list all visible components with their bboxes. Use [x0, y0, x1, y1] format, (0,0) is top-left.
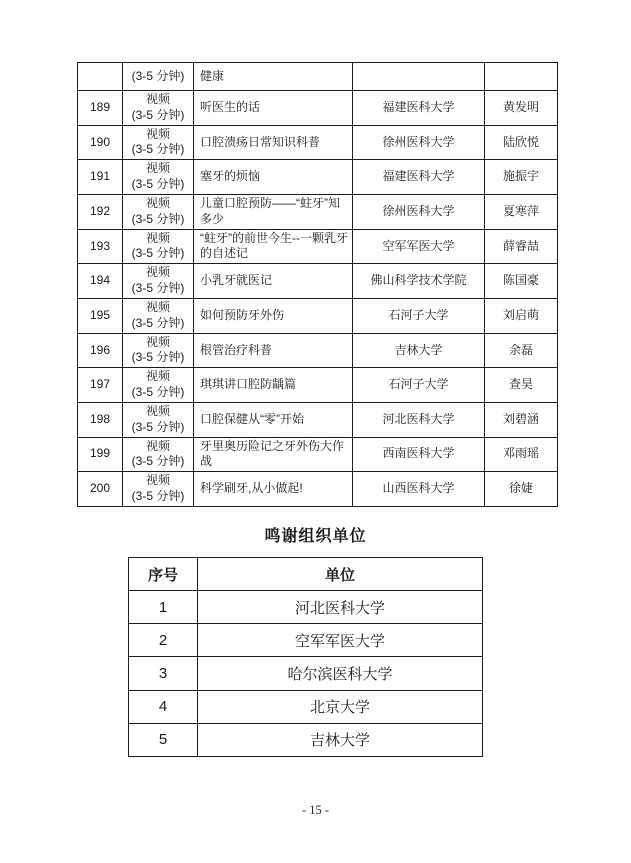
ack-unit: 河北医科大学	[198, 591, 483, 624]
entry-type: 视频	[145, 369, 170, 384]
entry-type-cell	[123, 368, 194, 403]
entry-type: 视频	[145, 230, 170, 245]
entry-type-cell	[123, 472, 194, 507]
table-header-row	[129, 558, 483, 591]
entry-type: 视频	[145, 334, 170, 349]
table-row	[78, 229, 558, 264]
entry-duration: (3-5 分钟)	[131, 419, 185, 434]
entry-university: 徐州医科大学	[353, 125, 485, 160]
entry-no: 200	[78, 472, 123, 507]
entry-type-cell	[123, 194, 194, 229]
entry-no: 196	[78, 333, 123, 368]
entry-type-cell	[123, 437, 194, 472]
entry-type-cell	[123, 91, 194, 126]
ack-no: 2	[129, 624, 198, 657]
entry-title: 听医生的话	[194, 91, 353, 126]
entry-author: 薛睿喆	[485, 229, 558, 264]
entry-author: 夏寒萍	[485, 194, 558, 229]
entry-type-cell	[123, 229, 194, 264]
entry-university: 西南医科大学	[353, 437, 485, 472]
entry-university: 福建医科大学	[353, 91, 485, 126]
entry-title: “蛀牙”的前世今生--一颗乳牙的自述记	[194, 229, 353, 264]
entry-type-cell	[123, 264, 194, 299]
entry-university: 山西医科大学	[353, 472, 485, 507]
entry-no: 193	[78, 229, 123, 264]
entry-type-cell	[123, 125, 194, 160]
table-row	[78, 298, 558, 333]
entry-title: 根管治疗科普	[194, 333, 353, 368]
entry-author: 徐婕	[485, 472, 558, 507]
ack-unit: 吉林大学	[198, 723, 483, 756]
entry-duration: (3-5 分钟)	[131, 107, 185, 122]
entry-no: 199	[78, 437, 123, 472]
entry-university: 吉林大学	[353, 333, 485, 368]
entry-duration: (3-5 分钟)	[131, 350, 185, 365]
entry-title: 塞牙的烦恼	[194, 160, 353, 195]
table-row	[78, 194, 558, 229]
entry-no: 194	[78, 264, 123, 299]
entry-type: 视频	[145, 473, 170, 488]
entry-title: 牙里奥历险记之牙外伤大作战	[194, 437, 353, 472]
table-row	[78, 125, 558, 160]
entry-type: 视频	[145, 92, 170, 106]
entry-no: 195	[78, 298, 123, 333]
ack-unit: 北京大学	[198, 690, 483, 723]
entry-title: 儿童口腔预防——“蛀牙”知多少	[194, 194, 353, 229]
entry-no: 189	[78, 91, 123, 126]
table-row	[78, 333, 558, 368]
entry-no: 190	[78, 125, 123, 160]
entry-title: 小乳牙就医记	[194, 264, 353, 299]
entry-duration: (3-5 分钟)	[123, 63, 194, 91]
entry-duration: (3-5 分钟)	[131, 454, 185, 469]
ack-no: 4	[129, 690, 198, 723]
entry-title: 如何预防牙外伤	[194, 298, 353, 333]
entry-no: 191	[78, 160, 123, 195]
entry-duration: (3-5 分钟)	[131, 315, 185, 330]
entry-duration: (3-5 分钟)	[131, 177, 185, 192]
entry-type: 视频	[145, 438, 170, 453]
entry-author	[485, 63, 558, 91]
entry-author: 邓雨瑶	[485, 437, 558, 472]
ack-section-title: 鸣谢组织单位	[264, 528, 367, 545]
entry-university: 佛山科学技术学院	[353, 264, 485, 299]
entry-author: 刘启萌	[485, 298, 558, 333]
entry-title: 口腔溃疡日常知识科普	[194, 125, 353, 160]
entry-type: 视频	[145, 299, 170, 314]
entry-type: 视频	[145, 161, 170, 176]
entry-type-cell	[123, 402, 194, 437]
entry-author: 陈国豪	[485, 264, 558, 299]
entry-title: 健康	[194, 63, 353, 91]
ack-header-unit: 单位	[198, 558, 483, 591]
ack-unit: 哈尔滨医科大学	[198, 657, 483, 690]
table-row	[129, 690, 483, 723]
entry-type-cell	[123, 333, 194, 368]
entry-no: 192	[78, 194, 123, 229]
entry-type: 视频	[145, 195, 170, 210]
table-row	[78, 437, 558, 472]
table-row	[78, 402, 558, 437]
entry-duration: (3-5 分钟)	[131, 142, 185, 157]
entry-duration: (3-5 分钟)	[131, 281, 185, 296]
entry-author: 施振宇	[485, 160, 558, 195]
table-row	[78, 472, 558, 507]
entry-title: 科学刷牙,从小做起!	[194, 472, 353, 507]
entry-university: 石河子大学	[353, 298, 485, 333]
entry-type: 视频	[145, 126, 170, 141]
table-row	[78, 368, 558, 403]
entry-author: 查昊	[485, 368, 558, 403]
entry-no: 197	[78, 368, 123, 403]
entry-no	[78, 63, 123, 91]
ack-no: 1	[129, 591, 198, 624]
entry-university: 河北医科大学	[353, 402, 485, 437]
table-row	[129, 591, 483, 624]
entry-university: 石河子大学	[353, 368, 485, 403]
entry-author: 黄发明	[485, 91, 558, 126]
ack-no: 3	[129, 657, 198, 690]
entry-duration: (3-5 分钟)	[131, 211, 185, 226]
entry-university	[353, 63, 485, 91]
table-row	[78, 91, 558, 126]
entry-university: 徐州医科大学	[353, 194, 485, 229]
entry-university: 空军军医大学	[353, 229, 485, 264]
entry-type-cell	[123, 298, 194, 333]
entry-title: 琪琪讲口腔防龋篇	[194, 368, 353, 403]
entry-type: 视频	[145, 265, 170, 280]
ack-header-no: 序号	[129, 558, 198, 591]
table-row	[78, 63, 558, 91]
entry-type: 视频	[145, 403, 170, 418]
table-row	[129, 624, 483, 657]
entry-author: 余磊	[485, 333, 558, 368]
entry-duration: (3-5 分钟)	[131, 246, 185, 261]
entry-title: 口腔保健从“零”开始	[194, 402, 353, 437]
table-row	[78, 264, 558, 299]
ack-table	[128, 557, 483, 757]
entry-type-cell	[123, 160, 194, 195]
ack-no: 5	[129, 723, 198, 756]
entry-author: 陆欣悦	[485, 125, 558, 160]
entry-no: 198	[78, 402, 123, 437]
table-row	[129, 657, 483, 690]
entry-university: 福建医科大学	[353, 160, 485, 195]
entry-duration: (3-5 分钟)	[131, 385, 185, 400]
table-row	[129, 723, 483, 756]
entry-author: 刘碧涵	[485, 402, 558, 437]
table-row	[78, 160, 558, 195]
entry-duration: (3-5 分钟)	[131, 489, 185, 504]
ack-unit: 空军军医大学	[198, 624, 483, 657]
page-number: - 15 -	[301, 803, 330, 817]
entries-table	[77, 62, 558, 507]
